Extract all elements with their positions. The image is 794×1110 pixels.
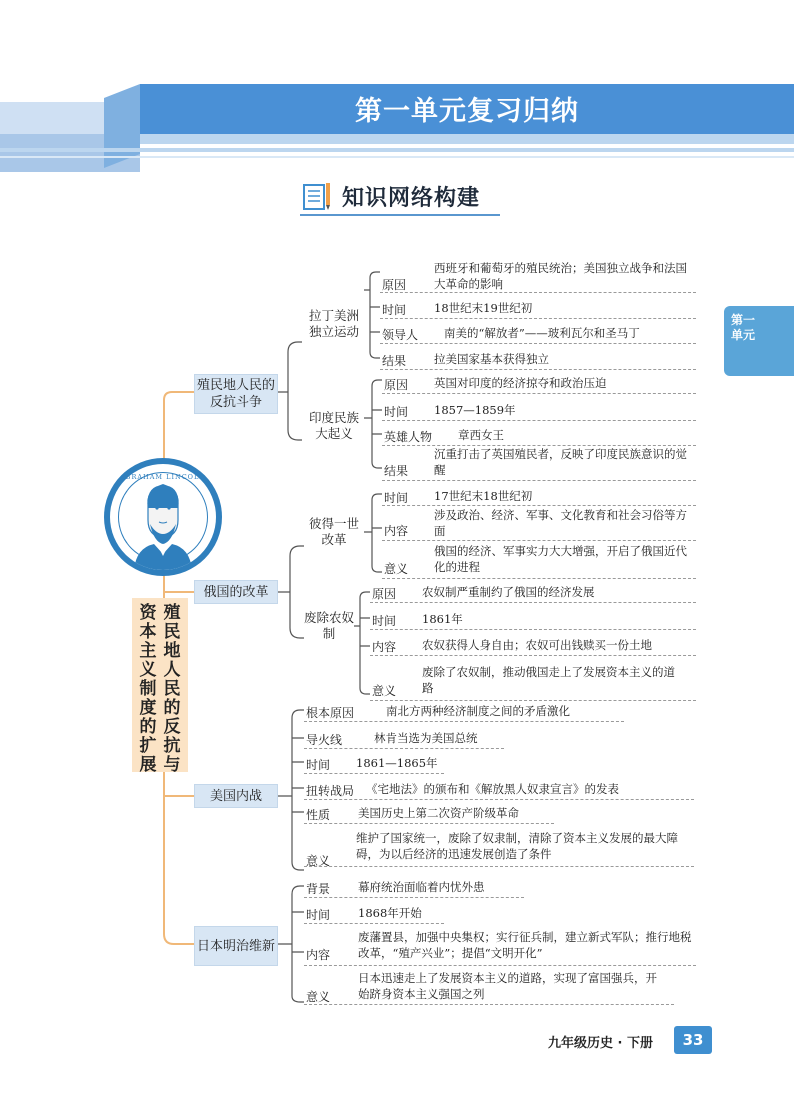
- row-label: 领导人: [382, 328, 419, 342]
- row-divider: [382, 420, 696, 421]
- row-label: 原因: [382, 278, 407, 292]
- row-text: 1868年开始: [358, 906, 422, 920]
- subnode-abolish-serfdom[interactable]: 废除农奴制: [304, 610, 355, 641]
- row-text: 西班牙和葡萄牙的殖民统治；美国独立战争和法国大革命的影响: [434, 261, 687, 291]
- row-label: 时间: [382, 303, 407, 317]
- row-label: 内容: [306, 948, 331, 962]
- page-number: 33: [674, 1026, 712, 1054]
- row-text: 18世纪末19世纪初: [434, 301, 533, 315]
- row-text: 俄国的经济、军事实力大大增强，开启了俄国近代化的进程: [434, 544, 687, 574]
- row-divider: [380, 343, 696, 344]
- footer-book-title: 九年级历史 · 下册: [548, 1036, 653, 1051]
- row-label: 时间: [306, 758, 331, 772]
- node-us-civil-war[interactable]: 美国内战: [194, 784, 278, 808]
- row-divider: [380, 318, 696, 319]
- row-divider: [382, 578, 696, 579]
- row-text: 英国对印度的经济掠夺和政治压迫: [434, 376, 607, 390]
- node-russia-reform[interactable]: 俄国的改革: [194, 580, 278, 604]
- row-divider: [382, 540, 696, 541]
- main-topic: [132, 598, 188, 775]
- row-text: 南北方两种经济制度之间的矛盾激化: [386, 704, 570, 718]
- lincoln-portrait: [104, 458, 222, 576]
- row-divider: [304, 866, 694, 867]
- row-divider: [370, 602, 696, 603]
- row-text: 农奴制严重制约了俄国的经济发展: [422, 585, 595, 599]
- row-divider: [382, 393, 696, 394]
- row-text: 拉美国家基本获得独立: [434, 352, 549, 366]
- row-divider: [380, 369, 696, 370]
- row-text: 涉及政治、经济、军事、文化教育和社会习俗等方面: [434, 508, 687, 538]
- page-title: 第一单元复习归纳: [355, 95, 579, 127]
- row-text: 废除了农奴制，推动俄国走上了发展资本主义的道路: [422, 665, 675, 695]
- row-text: 《宅地法》的颁布和《解放黑人奴隶宣言》的发表: [366, 782, 619, 796]
- row-text: 1861—1865年: [356, 756, 438, 770]
- row-text: 美国历史上第二次资产阶级革命: [358, 806, 519, 820]
- row-text: 维护了国家统一，废除了奴隶制，清除了资本主义发展的最大障碍，为以后经济的迅速发展创造了条件: [356, 831, 678, 861]
- row-label: 意义: [372, 684, 397, 698]
- main-topic-col2: 资本主义制度的扩展: [139, 603, 157, 775]
- row-label: 时间: [306, 908, 331, 922]
- row-label: 结果: [382, 354, 407, 368]
- subnode-peter-reform[interactable]: 彼得一世改革: [308, 516, 359, 547]
- row-label: 意义: [384, 562, 409, 576]
- row-label: 内容: [372, 640, 397, 654]
- row-text: 1857—1859年: [434, 403, 516, 417]
- row-divider: [382, 505, 696, 506]
- portrait-caption: ABRAHAM LINCOLN: [119, 473, 207, 481]
- row-label: 原因: [372, 587, 397, 601]
- row-divider: [370, 700, 696, 701]
- row-divider: [304, 965, 696, 966]
- row-divider: [380, 292, 696, 293]
- row-text: 章西女王: [458, 428, 504, 442]
- node-colonial-struggle[interactable]: 殖民地人民的反抗斗争: [194, 374, 278, 414]
- main-topic-col1: 殖民地人民的反抗与: [163, 603, 181, 775]
- row-text: 农奴获得人身自由；农奴可出钱赎买一份土地: [422, 638, 652, 652]
- row-text: 幕府统治面临着内忧外患: [358, 880, 485, 894]
- subnode-latin-america[interactable]: 拉丁美洲独立运动: [308, 308, 359, 339]
- row-divider: [304, 721, 624, 722]
- row-label: 扭转战局: [306, 784, 355, 798]
- row-divider: [370, 655, 696, 656]
- row-label: 结果: [384, 464, 409, 478]
- row-label: 时间: [372, 614, 397, 628]
- row-divider: [304, 1004, 674, 1005]
- row-label: 内容: [384, 524, 409, 538]
- row-divider: [370, 629, 696, 630]
- row-label: 意义: [306, 854, 331, 868]
- row-divider: [382, 480, 696, 481]
- row-label: 导火线: [306, 733, 343, 747]
- row-divider: [304, 923, 444, 924]
- row-text: 林肯当选为美国总统: [374, 731, 478, 745]
- row-label: 原因: [384, 378, 409, 392]
- row-label: 时间: [384, 491, 409, 505]
- node-meiji-restoration[interactable]: 日本明治维新: [194, 926, 278, 966]
- row-divider: [304, 897, 524, 898]
- row-label: 背景: [306, 882, 331, 896]
- row-label: 性质: [306, 808, 331, 822]
- row-label: 意义: [306, 990, 331, 1004]
- row-text: 废藩置县，加强中央集权；实行征兵制，建立新式军队；推行地税改革，“殖产兴业”；提倡“文明开化”: [358, 930, 692, 960]
- row-divider: [304, 823, 554, 824]
- row-text: 日本迅速走上了发展资本主义的道路，实现了富国强兵，开始跻身资本主义强国之列: [358, 971, 657, 1001]
- row-label: 根本原因: [306, 706, 355, 720]
- row-divider: [304, 773, 444, 774]
- unit-side-tab-text: 第一单元: [731, 313, 756, 342]
- row-divider: [304, 799, 694, 800]
- row-text: 南美的“解放者”——玻利瓦尔和圣马丁: [444, 326, 640, 340]
- section-heading-text: 知识网络构建: [342, 185, 481, 211]
- row-text: 沉重打击了英国殖民者，反映了印度民族意识的觉醒: [434, 447, 687, 477]
- row-label: 时间: [384, 405, 409, 419]
- row-text: 1861年: [422, 612, 463, 626]
- subnode-india-uprising[interactable]: 印度民族大起义: [308, 410, 359, 441]
- row-label: 英雄人物: [384, 430, 433, 444]
- row-text: 17世纪末18世纪初: [434, 489, 533, 503]
- row-divider: [304, 748, 504, 749]
